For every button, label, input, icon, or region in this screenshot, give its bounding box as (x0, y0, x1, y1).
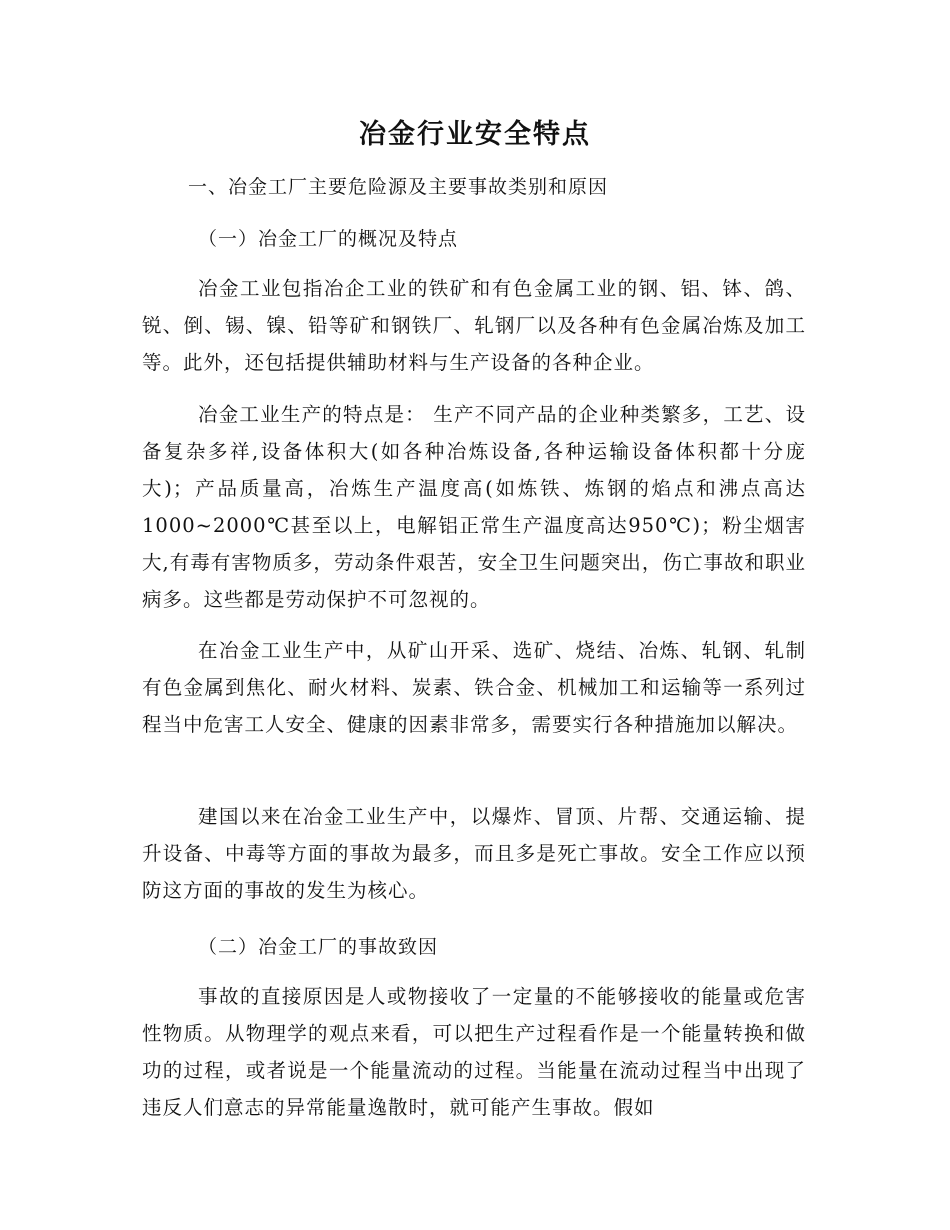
section-heading-1: 一、冶金工厂主要危险源及主要事故类别和原因 (188, 176, 609, 198)
paragraph-accident-history: 建国以来在冶金工业生产中，以爆炸、冒顶、片帮、交通运输、提升设备、中毒等方面的事故为最多，而且多是死亡事故。安全工作应以预防这方面的事故的发生为核心。 (142, 805, 806, 902)
paragraph-production-hazards: 在冶金工业生产中，从矿山开采、选矿、烧结、冶炼、轧钢、轧制有色金属到焦化、耐火材料、炭素、铁合金、机械加工和运输等一系列过程当中危害工人安全、健康的因素非常多，需要实行各种措施加以解决。 (142, 639, 806, 736)
paragraph-characteristics: 冶金工业生产的特点是： 生产不同产品的企业种类繁多，工艺、设备复杂多祥,设备体积大(如各种冶炼设备,各种运输设备体积都十分庞大)；产品质量高，冶炼生产温度高(如炼铁、炼钢的焰点和沸点高达1000~2000℃甚至以上，电解铝正常生产温度高达950℃)；粉尘烟害大,有毒有害物质多，劳动条件艰苦，安全卫生问题突出，伤亡事故和职业病多。这些都是劳动保护不可忽视的。 (142, 403, 806, 611)
paragraph-accident-causes: 事故的直接原因是人或物接收了一定量的不能够接收的能量或危害性物质。从物理学的观点来看，可以把生产过程看作是一个能量转换和做功的过程，或者说是一个能量流动的过程。当能量在流动过程当中出现了违反人们意志的异常能量逸散时，就可能产生事故。假如 (142, 985, 806, 1119)
subsection-heading-1: （一）冶金工厂的概况及特点 (198, 228, 459, 250)
document-title: 冶金行业安全特点 (359, 119, 591, 150)
subsection-heading-2: （二）冶金工厂的事故致因 (198, 936, 439, 958)
paragraph-overview: 冶金工业包指冶企工业的铁矿和有色金属工业的钢、铝、钵、鸽、锐、倒、锡、镍、铅等矿和钢铁厂、轧钢厂以及各种有色金属冶炼及加工等。此外，还包括提供辅助材料与生产设备的各种企业。 (142, 277, 806, 374)
